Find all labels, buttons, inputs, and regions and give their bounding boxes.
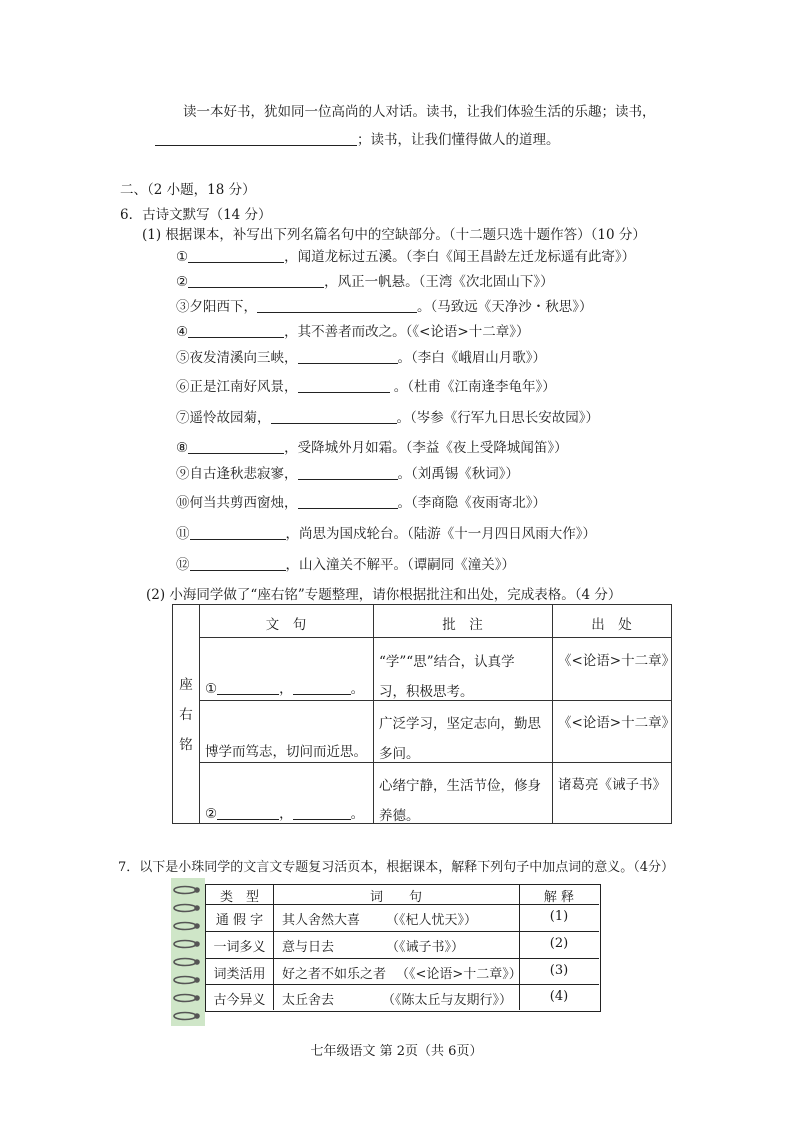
table-row-3-source: 诸葛亮《诫子书》 [558, 777, 666, 793]
table-row-1-note: “学”“思”结合，认真学 习，积极思考。 [379, 654, 515, 700]
answer-blank[interactable] [257, 298, 417, 313]
section-heading: 二、（2 小题，18 分） [120, 182, 256, 198]
row-1-source: （《杞人忧天》） [386, 913, 478, 928]
poem-line-9: ⑨自古逢秋悲寂寥， 。（刘禹锡《秋词》） [176, 466, 519, 482]
poem-line-5: ⑤夜发清溪向三峡， 。（李白《峨眉山月歌》） [176, 350, 546, 366]
row-4-answer[interactable]: (4) [549, 989, 569, 1004]
poem-line-3: ③夕阳西下， 。（马致远《天净沙・秋思》） [176, 299, 593, 315]
row-4-type: 古今异义 [213, 993, 266, 1008]
poem-line-11: ⑪ ，尚思为国戍轮台。（陆游《十一月四日风雨大作》） [176, 526, 596, 542]
header-sentence: 词 句 [369, 890, 422, 905]
table-row-1-sentence: ① ， 。 [205, 681, 365, 697]
answer-blank[interactable] [217, 805, 279, 820]
spiral-rings-icon [171, 878, 205, 1026]
poem-line-7: ⑦遥怜故园菊， 。（岑参《行军九日思长安故园》） [176, 410, 599, 426]
q6-part2-title: (2) 小海同学做了“座右铭”专题整理，请你根据批注和出处，完成表格。（4 分） [146, 587, 622, 603]
page-footer: 七年级语文 第 2页（共 6页） [310, 1044, 483, 1059]
poem-line-1: ① ，闻道龙标过五溪。（李白《闻王昌龄左迁龙标遥有此寄》） [176, 249, 636, 265]
answer-blank[interactable] [188, 273, 324, 288]
table-row-2-source: 《<论语>十二章》 [558, 715, 676, 731]
table-row-1-source: 《<论语>十二章》 [558, 653, 676, 669]
table-row-2-note: 广泛学习，坚定志向，勤思 多问。 [379, 716, 541, 762]
motto-table [172, 604, 676, 824]
answer-blank[interactable] [188, 248, 284, 263]
q7-title: 7．以下是小珠同学的文言文专题复习活页本，根据课本，解释下列句子中加点词的意义。（4分） [118, 860, 675, 875]
table-row-3-note: 心绪宁静，生活节俭，修身 养德。 [379, 778, 541, 824]
answer-blank[interactable] [298, 349, 398, 364]
row-2-type: 一词多义 [213, 940, 266, 955]
answer-blank[interactable] [188, 323, 284, 338]
poem-line-8: ⑧ ，受降城外月如霜。（李益《夜上受降城闻笛》） [176, 440, 568, 456]
answer-blank[interactable] [190, 525, 286, 540]
header-source: 出 处 [591, 617, 632, 633]
row-4-sentence: 太丘舍去 [282, 993, 335, 1008]
row-3-answer[interactable]: (3) [549, 963, 569, 978]
row-3-sentence: 好之者不如乐之者 [282, 967, 387, 982]
answer-blank[interactable] [271, 409, 397, 424]
row-4-source: （《陈太丘与友期行》） [382, 993, 513, 1008]
row-2-source: （《诫子书》） [386, 940, 465, 955]
row-2-answer[interactable]: (2) [549, 936, 569, 951]
answer-blank[interactable] [293, 680, 351, 695]
table-row-2-sentence: 博学而笃志，切问而近思。 [205, 744, 367, 760]
header-explanation: 解 释 [543, 890, 575, 905]
row-1-answer[interactable]: (1) [549, 909, 569, 924]
row-3-source: （《<论语>十二章》） [396, 967, 522, 982]
answer-blank[interactable] [298, 465, 398, 480]
intro-line-1: 读一本好书，犹如同一位高尚的人对话。读书，让我们体验生活的乐趣；读书， [183, 104, 656, 120]
poem-line-6: ⑥正是江南好风景， 。（杜甫《江南逢李龟年》） [176, 379, 556, 395]
row-2-sentence: 意与日去 [282, 940, 335, 955]
notebook-spiral-icon [171, 878, 205, 1026]
answer-blank[interactable] [155, 131, 357, 146]
answer-blank[interactable] [298, 494, 398, 509]
q6-title: 6．古诗文默写（14 分） [120, 207, 272, 223]
row-1-type: 通 假 字 [215, 913, 264, 928]
answer-blank[interactable] [190, 556, 286, 571]
poem-line-12: ⑫ ，山入潼关不解平。（谭嗣同《潼关》） [176, 557, 515, 573]
intro-line-2: ；读书，让我们懂得做人的道理。 [155, 128, 560, 148]
answer-blank[interactable] [188, 439, 284, 454]
table-row-3-sentence: ② ， 。 [205, 806, 365, 822]
header-note: 批 注 [442, 617, 483, 633]
poem-line-10: ⑩何当共剪西窗烛， 。（李商隐《夜雨寄北》） [176, 495, 546, 511]
answer-blank[interactable] [298, 378, 390, 393]
row-1-sentence: 其人舍然大喜 [282, 913, 361, 928]
poem-line-4: ④ ，其不善者而改之。（《<论语>十二章》） [176, 324, 530, 340]
row-3-type: 词类活用 [213, 967, 266, 982]
classical-review-table [205, 884, 601, 1012]
answer-blank[interactable] [293, 805, 351, 820]
header-type: 类 型 [219, 890, 259, 905]
side-label: 座 右 铭 [179, 677, 193, 753]
poem-line-2: ② ，风正一帆悬。（王湾《次北固山下》） [176, 274, 554, 290]
answer-blank[interactable] [217, 680, 279, 695]
q6-part1-title: (1) 根据课本，补写出下列名篇名句中的空缺部分。（十二题只选十题作答）（10 分） [142, 227, 646, 243]
header-sentence: 文 句 [265, 617, 307, 633]
